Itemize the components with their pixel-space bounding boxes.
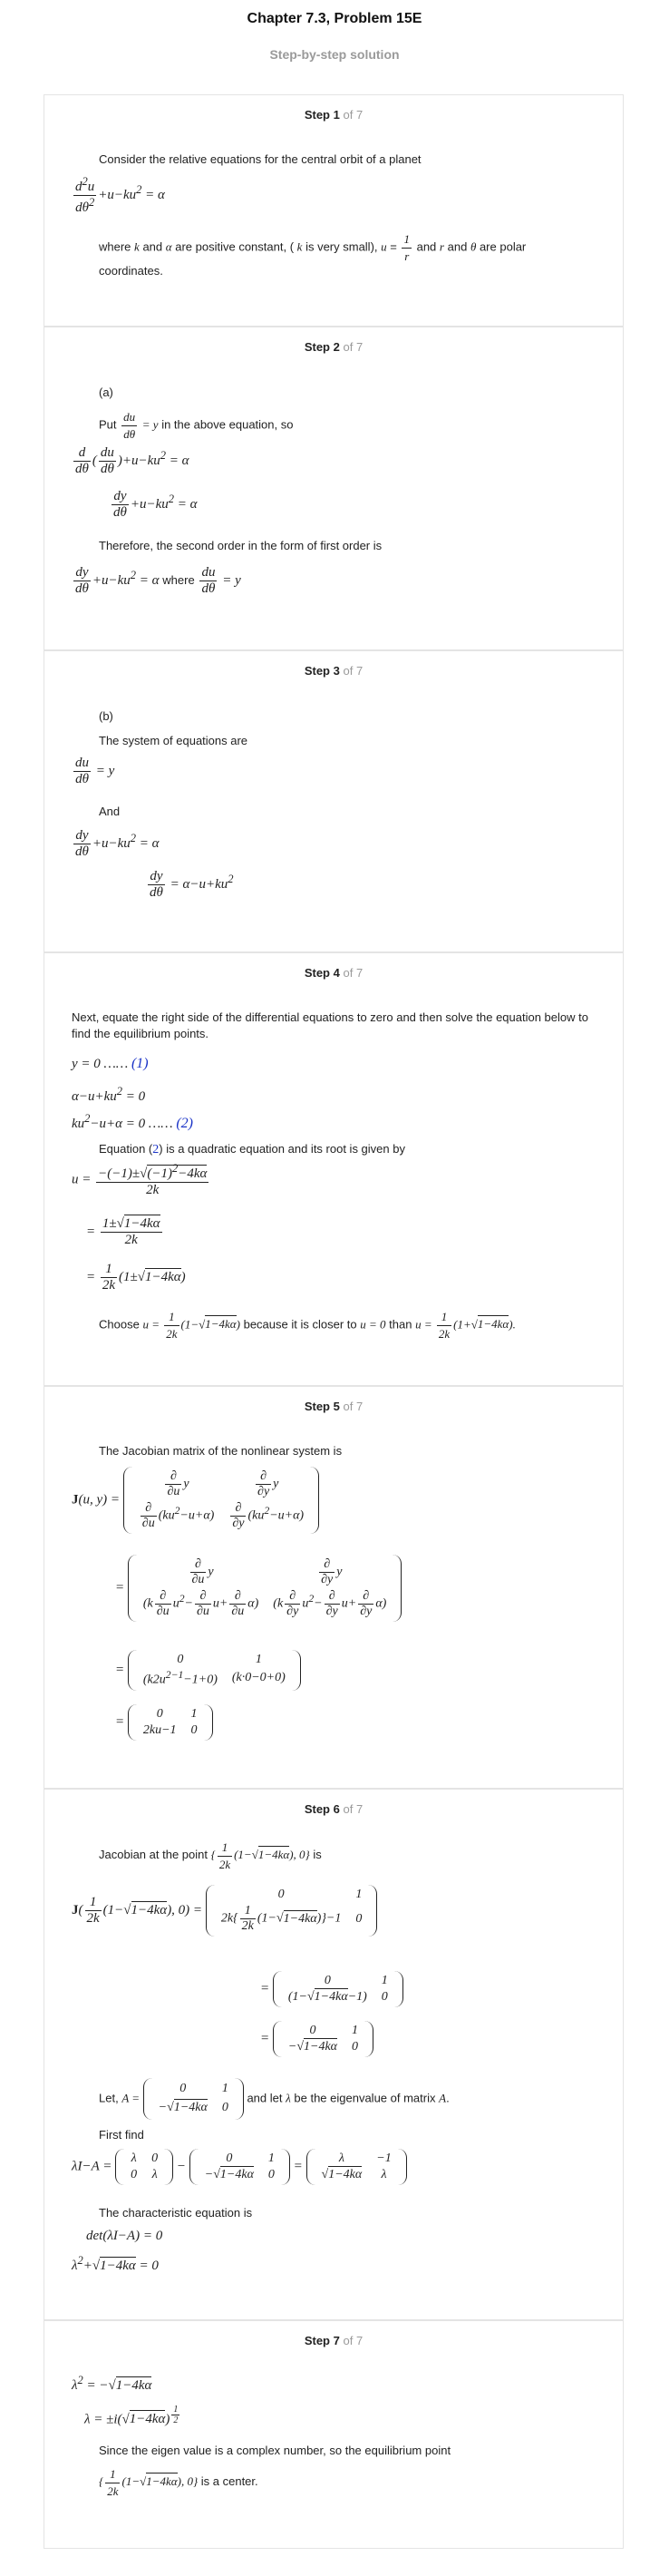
step-7-heading: Step 7 of 7 bbox=[304, 2334, 364, 2347]
step-7-lambda-squared: $\lambda^2 = -√1-4k\alpha$ bbox=[72, 2374, 152, 2393]
step-2-card bbox=[44, 327, 624, 650]
step-1-where: where k and α are positive constant, ( k is very small), u = $\frac{1}{r}$ and r and θ are polar bbox=[99, 232, 527, 263]
step-3-and: And bbox=[99, 805, 121, 818]
step-6-heading: Step 6 of 7 bbox=[304, 1802, 364, 1816]
step-2-heading: Step 2 of 7 bbox=[304, 340, 364, 354]
step-4-card bbox=[44, 952, 624, 1386]
step-3-system: The system of equations are bbox=[99, 734, 248, 747]
step-2-put: Put $\frac{du}{d\theta}$ = y in the above equation, so bbox=[99, 410, 294, 441]
step-7-card bbox=[44, 2320, 624, 2549]
step-6-jacobian-simplified: = 0 1 (1−√1−4kα−1) 0 bbox=[260, 1971, 403, 2007]
step-4-root-1: u = $\frac{-(-1)\pm√(-1)^2-4k\alpha}{2k}$ bbox=[72, 1162, 208, 1197]
page-subtitle: Step-by-step solution bbox=[269, 47, 400, 62]
step-5-jacobian-result: = 0 1 2ku−1 0 bbox=[115, 1704, 213, 1741]
step-3-heading: Step 3 of 7 bbox=[304, 664, 364, 678]
step-7-lambda: λ = ±i(√1−4kα) $^{\frac{1}{2}}$ bbox=[84, 2405, 179, 2427]
step-7-since: Since the eigen value is a complex number, so the equilibrium point bbox=[99, 2444, 451, 2457]
step-4-choose: Choose u = $\frac{1}{2k}$ (1−√1−4kα) because it is closer to u = 0 than u = $\frac{1}{2k}$ (1+√1−4kα). bbox=[99, 1310, 516, 1341]
step-2-first-order: $\frac{dy}{d\theta}$ $+u-ku^2 = \alpha$ bbox=[113, 489, 198, 520]
step-6-char-eq: $\lambda^2+√1-4k\alpha = 0$ bbox=[72, 2254, 159, 2273]
step-5-jacobian-def: J(u, y) = $\frac{\partial}{\partial u}$ y $\frac{\partial}{\partial y}$ y $\frac{\partial}{\partial u}$ $(ku^2-u+\alpha)$ $\frac{\partial}{\partial y}$ $(ku^2-u+\alpha)$ bbox=[72, 1467, 319, 1534]
step-6-det: det(λI−A) = 0 bbox=[86, 2229, 163, 2243]
step-6-first-find: First find bbox=[99, 2128, 144, 2142]
step-5-jacobian-intro: The Jacobian matrix of the nonlinear system is bbox=[99, 1444, 343, 1458]
step-3-eq-du: $\frac{du}{d\theta}$ = y bbox=[75, 756, 115, 786]
step-2-therefore: Therefore, the second order in the form of first order is bbox=[99, 539, 383, 552]
step-4-eq-2: $ku^2-u+\alpha = 0$ …… (2) bbox=[72, 1112, 193, 1131]
page-title: Chapter 7.3, Problem 15E bbox=[247, 11, 422, 26]
step-4-quadratic: Equation (2) is a quadratic equation and its root is given by bbox=[99, 1142, 405, 1156]
step-6-characteristic: The characteristic equation is bbox=[99, 2206, 253, 2220]
step-7-center: { $\frac{1}{2k}$ (1−√1−4kα), 0} is a center. bbox=[99, 2467, 258, 2498]
step-2-substitution: $\frac{d}{d\theta}$ ( $\frac{du}{d\theta}$ )$+u-ku^2 = \alpha$ bbox=[75, 445, 189, 476]
step-6-jacobian-point: J( $\frac{1}{2k}$ (1−√1−4kα), 0) = 0 1 2k{ $\frac{1}{2k}$ (1−√1−4kα)}−1 0 bbox=[72, 1885, 377, 1937]
step-2-part-a: (a) bbox=[99, 385, 113, 399]
step-4-next: Next, equate the right side of the differential equations to zero and then solve the equation below to find the equilibrium points. bbox=[72, 1010, 588, 1040]
step-6-let: Let, A = 0 1 −√1−4kα 0 and let λ be the eigenvalue of matrix A. bbox=[72, 2078, 477, 2120]
step-6-card bbox=[44, 1789, 624, 2320]
step-4-heading: Step 4 of 7 bbox=[304, 966, 364, 980]
step-5-jacobian-expanded: = $\frac{\partial}{\partial u}$ y $\frac{\partial}{\partial y}$ y (k $\frac{\partial}{\partial u}$ $u^2-$ $\frac{\partial}{\partial u}$ u+ $\frac{\partial}{\partial u}$ α) (k $\frac{\partial}{\partial y}$ $u^2-$ $\frac{\partial}{\partial y}$ u+ $\frac{\partial}{\partial y}$ α) bbox=[115, 1555, 402, 1622]
step-5-heading: Step 5 of 7 bbox=[304, 1400, 364, 1413]
step-4-root-2: = $\frac{1\pm√1-4k\alpha}{2k}$ bbox=[86, 1216, 160, 1247]
step-3-eq-dy: $\frac{dy}{d\theta}$ $+u-ku^2 = \alpha$ bbox=[75, 828, 160, 859]
step-3-part-b: (b) bbox=[99, 709, 113, 723]
step-3-card bbox=[44, 650, 624, 952]
step-6-jacobian-final: = 0 1 −√1−4kα 0 bbox=[260, 2021, 373, 2057]
step-4-root-3: = $\frac{1}{2k}$ (1±√1−4kα) bbox=[86, 1262, 186, 1293]
step-4-eq-alpha: $\alpha-u+ku^2 = 0$ bbox=[72, 1085, 146, 1104]
step-1-equation: $\frac{d^2u}{d\theta^2}$ $+u-ku^2 = \alpha$ bbox=[75, 175, 165, 215]
step-1-coordinates: coordinates. bbox=[99, 264, 163, 278]
step-3-eq-dy-solved: $\frac{dy}{d\theta}$ = $\alpha-u+ku^2$ bbox=[150, 869, 234, 900]
step-5-jacobian-evaluated: = 0 1 $(k2u^{2-1}-1+0)$ (k·0−0+0) bbox=[115, 1650, 301, 1691]
step-4-eq-1: y = 0 …… (1) bbox=[72, 1056, 149, 1071]
step-5-card bbox=[44, 1386, 624, 1789]
step-1-heading: Step 1 of 7 bbox=[304, 108, 364, 122]
step-6-lambda-matrix: λI−A = λ 0 0 λ − 0 1 −√1−4kα 0 = λ −1 √1−4kα λ bbox=[72, 2149, 407, 2185]
step-1-intro: Consider the relative equations for the central orbit of a planet bbox=[99, 152, 422, 166]
step-1-card bbox=[44, 94, 624, 327]
step-6-jacobian-at: Jacobian at the point { $\frac{1}{2k}$ (1−√1−4kα), 0} is bbox=[99, 1840, 322, 1871]
step-2-result: $\frac{dy}{d\theta}$ $+u-ku^2 = \alpha$ where $\frac{du}{d\theta}$ = y bbox=[75, 565, 241, 596]
